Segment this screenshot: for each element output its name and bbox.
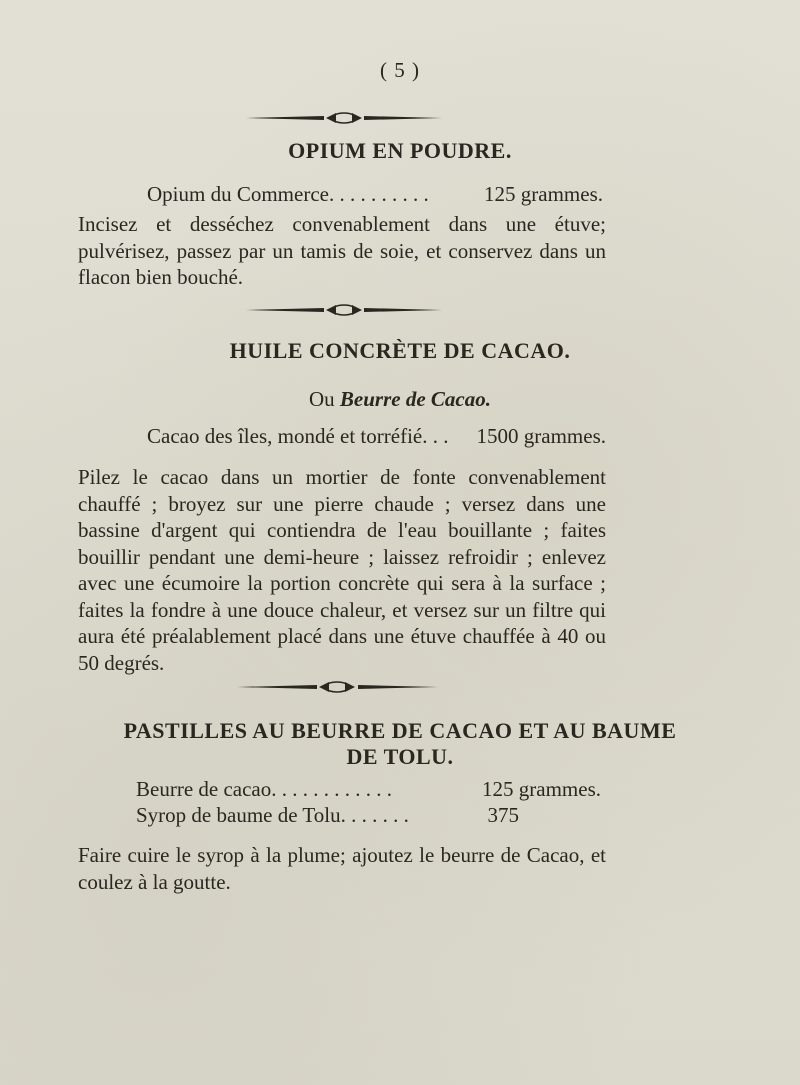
subtitle-italic: Beurre de Cacao. [339,387,491,411]
subtitle-prefix: Ou [309,387,335,411]
section-title-line: PASTILLES AU BEURRE DE CACAO ET AU BAUME [123,718,677,743]
ingredient-line [147,424,606,449]
ingredient-name: Opium du Commerce. . . . . . . . . . [147,182,429,206]
ingredient-name: Beurre de cacao. . . . . . . . . . . . [136,777,392,801]
ingredient-quantity: 375 [487,803,519,827]
section-title: OPIUM EN POUDRE. [288,138,512,163]
section-subtitle [0,387,800,412]
ornament-divider [235,681,440,693]
instructions-paragraph: Incisez et desséchez convenablement dans une étuve; pulvérisez, passez par un tamis de soie, et conservez dans un flacon bien bouché. [78,212,606,289]
ingredient-name: Syrop de baume de Tolu. . . . . . . [136,803,409,827]
ingredient-quantity: 125 grammes. [482,777,601,801]
page-number: ( 5 ) [380,58,420,82]
section-title: HUILE CONCRÈTE DE CACAO. [229,338,571,363]
section-title-line: DE TOLU. [346,744,454,769]
section-title [0,718,800,770]
ingredient-quantity: 125 grammes. [484,182,603,206]
ornament-divider [244,304,444,316]
instructions-paragraph: Pilez le cacao dans un mortier de fonte convenablement chauffé ; broyez sur une pierre chaude ; versez dans une bassine d'argent qui contiendra de l'eau bouillante ; faites bouillir pendant une demi-heure ; laissez refroidir ; enlevez avec une écumoire la portion concrète qui sera à la surface ; faites la fondre à une douce chaleur, et versez sur un filtre qui aura été préalablement placé dans une étuve chauffée à 40 ou 50 degrés. [78,465,606,675]
ingredient-quantity: 1500 grammes. [476,424,606,448]
ornament-divider [244,112,444,124]
ingredient-line [147,182,603,207]
ingredient-name: Cacao des îles, mondé et torréfié. . . [147,424,449,448]
ingredient-line [136,803,519,828]
instructions-paragraph: Faire cuire le syrop à la plume; ajoutez le beurre de Cacao, et coulez à la goutte. [78,843,606,894]
ingredient-line [136,777,601,802]
